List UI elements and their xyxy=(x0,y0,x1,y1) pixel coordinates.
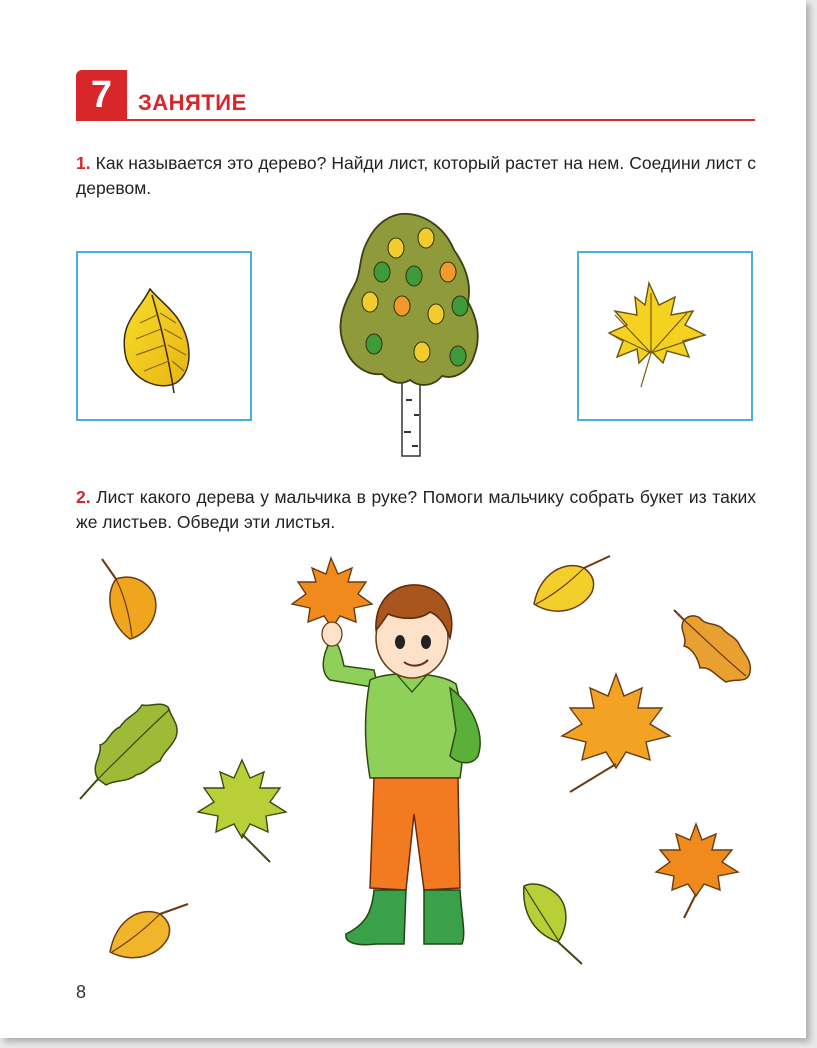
birch-tree-illustration[interactable] xyxy=(336,210,482,460)
maple-leaf-small-orange-icon[interactable] xyxy=(654,820,740,920)
oak-leaf-green-icon[interactable] xyxy=(76,693,186,803)
task-2-text: Лист какого дерева у мальчика в руке? Помоги мальчику собрать букет из таких же листьев. Обведи эти листья. xyxy=(76,487,756,532)
oak-leaf-icon[interactable] xyxy=(670,606,754,690)
maple-leaf-icon xyxy=(579,253,751,419)
maple-leaf-box[interactable] xyxy=(577,251,753,421)
task-1-number: 1. xyxy=(76,153,91,173)
birch-leaf-bottom-icon[interactable] xyxy=(106,900,190,966)
birch-leaf-green-icon[interactable] xyxy=(518,880,588,966)
birch-leaf-box[interactable] xyxy=(76,251,252,421)
maple-leaf-orange-large-icon[interactable] xyxy=(556,668,674,796)
maple-leaf-green-icon[interactable] xyxy=(194,752,290,866)
page-number: 8 xyxy=(76,982,87,1002)
title-divider xyxy=(76,119,755,121)
task-1-text: Как называется это дерево? Найди лист, который растет на нем. Соедини лист с деревом. xyxy=(76,153,756,198)
boy-illustration xyxy=(300,572,500,958)
lesson-title: ЗАНЯТИЕ xyxy=(138,90,247,115)
birch-leaf-yellow-top-icon[interactable] xyxy=(530,552,614,622)
birch-leaf-icon xyxy=(78,253,250,419)
task-1 xyxy=(76,151,756,201)
lesson-number-badge: 7 xyxy=(76,70,127,121)
birch-leaf-orange-icon[interactable] xyxy=(96,555,166,645)
task-2-number: 2. xyxy=(76,487,91,507)
task-2 xyxy=(76,485,756,535)
